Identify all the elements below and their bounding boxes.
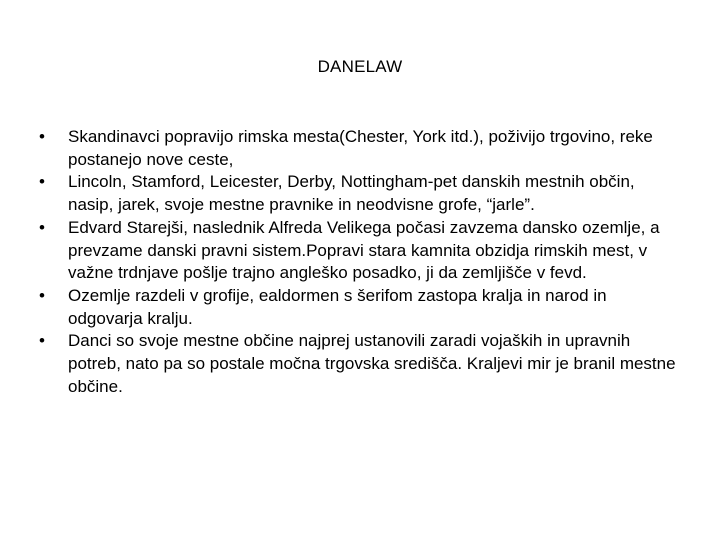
bullet-list bbox=[36, 126, 676, 398]
bullet-text: Lincoln, Stamford, Leicester, Derby, Nottingham-pet danskih mestnih občin, nasip, jarek, svoje mestne pravnike in neodvisne grofe, “jarle”. bbox=[68, 172, 635, 215]
bullet-text: Edvard Starejši, naslednik Alfreda Velikega počasi zavzema dansko ozemlje, a prevzame danski pravni sistem.Popravi stara kamnita obzidja rimskih mest, v važne trdnjave pošlje trajno angleško posadko, ji da zemljišče v fevd. bbox=[68, 217, 660, 283]
bullet-item bbox=[36, 217, 676, 285]
bullet-text: Skandinavci popravijo rimska mesta(Chester, York itd.), poživijo trgovino, reke postanejo nove ceste, bbox=[68, 127, 653, 169]
bullet-dot-icon: • bbox=[39, 127, 45, 146]
bullet-item bbox=[36, 330, 676, 398]
bullet-item bbox=[36, 126, 676, 171]
bullet-dot-icon: • bbox=[39, 217, 45, 237]
bullet-dot-icon: • bbox=[39, 172, 45, 192]
bullet-item bbox=[36, 285, 676, 330]
bullet-text: Danci so svoje mestne občine najprej ustanovili zaradi vojaških in upravnih potreb, nato pa so postale močna trgovska središča. Kraljevi mir je branil mestne občine. bbox=[68, 331, 676, 396]
slide-title: DANELAW bbox=[317, 57, 403, 76]
bullet-dot-icon: • bbox=[39, 285, 45, 305]
bullet-item bbox=[36, 171, 676, 216]
bullet-text: Ozemlje razdeli v grofije, ealdormen s šerifom zastopa kralja in narod in odgovarja kralju. bbox=[68, 285, 607, 328]
bullet-dot-icon: • bbox=[39, 331, 45, 351]
